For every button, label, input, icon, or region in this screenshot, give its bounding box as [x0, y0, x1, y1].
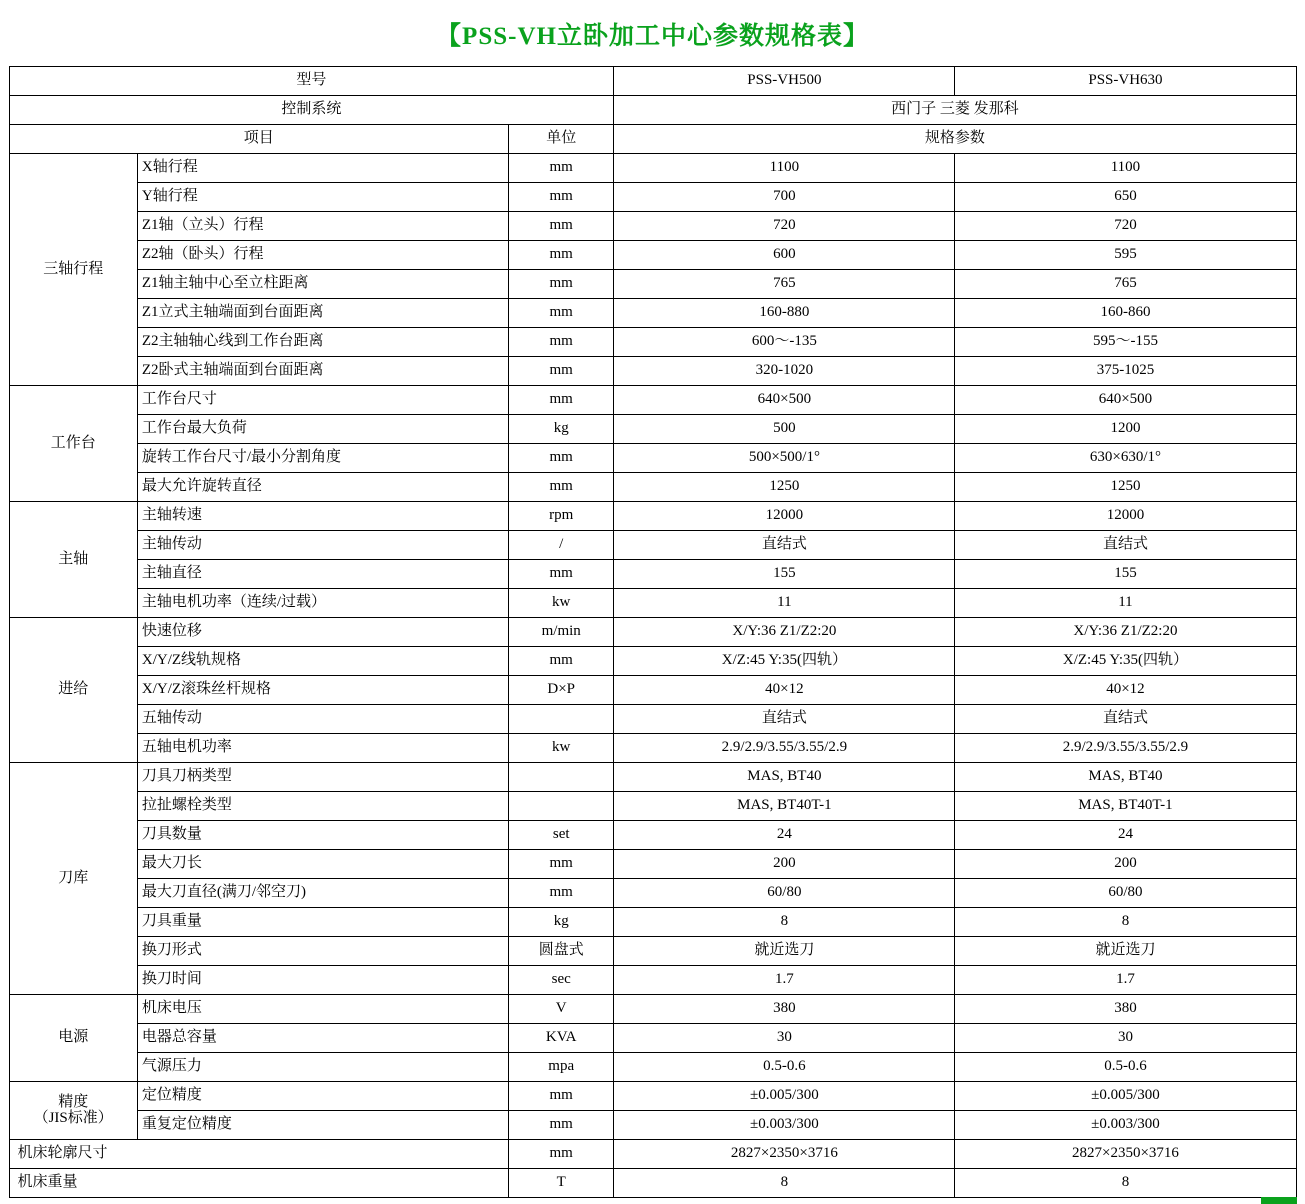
table-row [9, 821, 1296, 850]
item-value-1: 600〜-135 [614, 328, 955, 357]
item-label: 电器总容量 [137, 1024, 508, 1053]
item-value-1: 320-1020 [614, 357, 955, 386]
item-value-2: 0.5-0.6 [955, 1053, 1296, 1082]
table-body [9, 67, 1296, 1198]
table-row [9, 473, 1296, 502]
item-unit: mm [509, 241, 614, 270]
item-value-1: 60/80 [614, 879, 955, 908]
item-unit: rpm [509, 502, 614, 531]
item-value-2: 60/80 [955, 879, 1296, 908]
item-unit: mm [509, 473, 614, 502]
table-row-column-headers [9, 125, 1296, 154]
item-label: 定位精度 [137, 1082, 508, 1111]
table-row [9, 1082, 1296, 1111]
table-row [9, 589, 1296, 618]
table-row [9, 386, 1296, 415]
item-label: 旋转工作台尺寸/最小分割角度 [137, 444, 508, 473]
header-model-label: 型号 [9, 67, 614, 96]
item-value-2: MAS, BT40T-1 [955, 792, 1296, 821]
header-control-system-label: 控制系统 [9, 96, 614, 125]
item-value-2: 380 [955, 995, 1296, 1024]
item-value-1: MAS, BT40T-1 [614, 792, 955, 821]
header-unit-label: 单位 [509, 125, 614, 154]
item-value-2: 40×12 [955, 676, 1296, 705]
item-value-2: 160-860 [955, 299, 1296, 328]
item-value-2: 200 [955, 850, 1296, 879]
item-unit [509, 792, 614, 821]
header-model-value-2: PSS-VH630 [955, 67, 1296, 96]
table-row [9, 1140, 1296, 1169]
item-value-1: 30 [614, 1024, 955, 1053]
item-unit [509, 763, 614, 792]
table-row [9, 908, 1296, 937]
item-value-1: 24 [614, 821, 955, 850]
item-unit: mm [509, 183, 614, 212]
item-unit: / [509, 531, 614, 560]
table-row [9, 647, 1296, 676]
item-label: 主轴传动 [137, 531, 508, 560]
item-unit: mpa [509, 1053, 614, 1082]
item-label: 工作台最大负荷 [137, 415, 508, 444]
item-unit: kg [509, 908, 614, 937]
item-value-1: 720 [614, 212, 955, 241]
group-label-worktable: 工作台 [9, 386, 137, 502]
item-unit: mm [509, 299, 614, 328]
item-value-2: 1250 [955, 473, 1296, 502]
item-unit: T [509, 1169, 614, 1198]
item-value-2: 就近选刀 [955, 937, 1296, 966]
item-label: 拉扯螺栓类型 [137, 792, 508, 821]
item-unit: set [509, 821, 614, 850]
table-row [9, 502, 1296, 531]
item-unit: sec [509, 966, 614, 995]
item-value-1: 就近选刀 [614, 937, 955, 966]
item-value-1: 2.9/2.9/3.55/3.55/2.9 [614, 734, 955, 763]
item-label: 机床重量 [9, 1169, 509, 1198]
item-label: 最大刀长 [137, 850, 508, 879]
item-label: 最大允许旋转直径 [137, 473, 508, 502]
item-label: 五轴传动 [137, 705, 508, 734]
group-label-travel: 三轴行程 [9, 154, 137, 386]
item-label: 主轴电机功率（连续/过载） [137, 589, 508, 618]
item-unit: mm [509, 270, 614, 299]
item-label: 气源压力 [137, 1053, 508, 1082]
item-value-1: 40×12 [614, 676, 955, 705]
item-unit: D×P [509, 676, 614, 705]
item-unit: mm [509, 1140, 614, 1169]
item-value-1: 8 [614, 1169, 955, 1198]
item-value-2: ±0.003/300 [955, 1111, 1296, 1140]
item-label: X/Y/Z滚珠丝杆规格 [137, 676, 508, 705]
item-value-2: MAS, BT40 [955, 763, 1296, 792]
item-value-1: 1250 [614, 473, 955, 502]
table-row [9, 676, 1296, 705]
item-value-1: 700 [614, 183, 955, 212]
table-row [9, 966, 1296, 995]
group-label-toolmagazine: 刀库 [9, 763, 137, 995]
group-label-spindle: 主轴 [9, 502, 137, 618]
item-value-2: 1100 [955, 154, 1296, 183]
table-row [9, 299, 1296, 328]
item-label: 机床轮廓尺寸 [9, 1140, 509, 1169]
table-row [9, 270, 1296, 299]
group-label-accuracy [9, 1082, 137, 1140]
item-value-1: 11 [614, 589, 955, 618]
bottom-spacer [8, 1198, 1297, 1204]
table-row [9, 212, 1296, 241]
table-row [9, 618, 1296, 647]
item-value-1: 直结式 [614, 705, 955, 734]
item-value-1: 2827×2350×3716 [614, 1140, 955, 1169]
item-label: 快速位移 [137, 618, 508, 647]
item-value-1: 12000 [614, 502, 955, 531]
item-value-1: 155 [614, 560, 955, 589]
item-unit: mm [509, 328, 614, 357]
item-value-1: 640×500 [614, 386, 955, 415]
header-model-value-1: PSS-VH500 [614, 67, 955, 96]
item-unit: mm [509, 879, 614, 908]
group-label-accuracy-line1: 精度 [58, 1093, 89, 1110]
item-label: 换刀时间 [137, 966, 508, 995]
table-row-control-system [9, 96, 1296, 125]
item-value-1: ±0.003/300 [614, 1111, 955, 1140]
item-value-2: 2.9/2.9/3.55/3.55/2.9 [955, 734, 1296, 763]
item-label: 主轴直径 [137, 560, 508, 589]
table-row [9, 560, 1296, 589]
accent-bar [1261, 1197, 1297, 1204]
table-row [9, 357, 1296, 386]
item-value-2: 765 [955, 270, 1296, 299]
item-value-2: 24 [955, 821, 1296, 850]
table-row [9, 241, 1296, 270]
item-unit: mm [509, 212, 614, 241]
table-row [9, 734, 1296, 763]
item-unit: KVA [509, 1024, 614, 1053]
table-row [9, 995, 1296, 1024]
item-unit: kw [509, 734, 614, 763]
item-label: 工作台尺寸 [137, 386, 508, 415]
table-row [9, 850, 1296, 879]
item-value-2: 1.7 [955, 966, 1296, 995]
item-unit: mm [509, 647, 614, 676]
item-value-2: X/Y:36 Z1/Z2:20 [955, 618, 1296, 647]
item-label: Z1轴主轴中心至立柱距离 [137, 270, 508, 299]
item-label: 换刀形式 [137, 937, 508, 966]
item-label: Y轴行程 [137, 183, 508, 212]
item-value-2: X/Z:45 Y:35(四轨） [955, 647, 1296, 676]
group-label-power: 电源 [9, 995, 137, 1082]
item-value-2: 直结式 [955, 531, 1296, 560]
item-value-2: 8 [955, 1169, 1296, 1198]
item-unit: mm [509, 154, 614, 183]
item-value-2: 2827×2350×3716 [955, 1140, 1296, 1169]
item-label: Z1立式主轴端面到台面距离 [137, 299, 508, 328]
table-row [9, 1111, 1296, 1140]
item-value-2: 595〜-155 [955, 328, 1296, 357]
item-unit: m/min [509, 618, 614, 647]
item-value-2: 720 [955, 212, 1296, 241]
header-control-system-value: 西门子 三菱 发那科 [614, 96, 1296, 125]
item-value-1: 380 [614, 995, 955, 1024]
item-label: Z1轴（立头）行程 [137, 212, 508, 241]
item-unit: mm [509, 386, 614, 415]
item-value-2: ±0.005/300 [955, 1082, 1296, 1111]
item-value-2: 155 [955, 560, 1296, 589]
item-label: Z2轴（卧头）行程 [137, 241, 508, 270]
group-label-feed: 进给 [9, 618, 137, 763]
item-value-1: MAS, BT40 [614, 763, 955, 792]
table-row [9, 444, 1296, 473]
item-value-2: 8 [955, 908, 1296, 937]
item-value-2: 11 [955, 589, 1296, 618]
table-row [9, 1169, 1296, 1198]
item-label: 重复定位精度 [137, 1111, 508, 1140]
item-label: 刀具刀柄类型 [137, 763, 508, 792]
table-row-model [9, 67, 1296, 96]
item-label: 主轴转速 [137, 502, 508, 531]
item-value-1: 直结式 [614, 531, 955, 560]
item-value-1: X/Z:45 Y:35(四轨） [614, 647, 955, 676]
table-row [9, 1053, 1296, 1082]
item-value-1: 765 [614, 270, 955, 299]
item-value-1: 160-880 [614, 299, 955, 328]
item-label: 五轴电机功率 [137, 734, 508, 763]
item-label: X轴行程 [137, 154, 508, 183]
item-value-2: 375-1025 [955, 357, 1296, 386]
item-value-1: 8 [614, 908, 955, 937]
table-row [9, 879, 1296, 908]
table-row [9, 937, 1296, 966]
item-label: 刀具数量 [137, 821, 508, 850]
table-row [9, 328, 1296, 357]
header-spec-label: 规格参数 [614, 125, 1296, 154]
header-item-label: 项目 [9, 125, 509, 154]
item-value-2: 630×630/1° [955, 444, 1296, 473]
item-unit: mm [509, 1082, 614, 1111]
item-value-2: 直结式 [955, 705, 1296, 734]
table-row [9, 154, 1296, 183]
item-unit: kw [509, 589, 614, 618]
item-label: Z2卧式主轴端面到台面距离 [137, 357, 508, 386]
item-value-1: 0.5-0.6 [614, 1053, 955, 1082]
item-unit [509, 705, 614, 734]
specification-table [9, 66, 1297, 1198]
item-value-1: 200 [614, 850, 955, 879]
item-value-2: 12000 [955, 502, 1296, 531]
item-unit: mm [509, 444, 614, 473]
table-row [9, 415, 1296, 444]
item-value-1: 500×500/1° [614, 444, 955, 473]
table-row [9, 183, 1296, 212]
item-unit: V [509, 995, 614, 1024]
item-label: 最大刀直径(满刀/邻空刀) [137, 879, 508, 908]
item-value-2: 640×500 [955, 386, 1296, 415]
item-label: 刀具重量 [137, 908, 508, 937]
table-row [9, 531, 1296, 560]
item-value-1: X/Y:36 Z1/Z2:20 [614, 618, 955, 647]
item-label: X/Y/Z线轨规格 [137, 647, 508, 676]
item-unit: kg [509, 415, 614, 444]
group-label-accuracy-line2: （JIS标准） [33, 1109, 113, 1126]
table-row [9, 1024, 1296, 1053]
table-row [9, 763, 1296, 792]
table-row [9, 792, 1296, 821]
item-unit: mm [509, 1111, 614, 1140]
table-row [9, 705, 1296, 734]
item-value-1: 1100 [614, 154, 955, 183]
item-value-1: 1.7 [614, 966, 955, 995]
item-unit: mm [509, 850, 614, 879]
item-unit: mm [509, 357, 614, 386]
item-value-1: ±0.005/300 [614, 1082, 955, 1111]
item-unit: 圆盘式 [509, 937, 614, 966]
item-label: 机床电压 [137, 995, 508, 1024]
item-unit: mm [509, 560, 614, 589]
item-value-2: 1200 [955, 415, 1296, 444]
item-value-2: 595 [955, 241, 1296, 270]
item-value-2: 650 [955, 183, 1296, 212]
item-value-1: 600 [614, 241, 955, 270]
item-label: Z2主轴轴心线到工作台距离 [137, 328, 508, 357]
page-title: 【PSS-VH立卧加工中心参数规格表】 [436, 23, 869, 50]
item-value-1: 500 [614, 415, 955, 444]
item-value-2: 30 [955, 1024, 1296, 1053]
